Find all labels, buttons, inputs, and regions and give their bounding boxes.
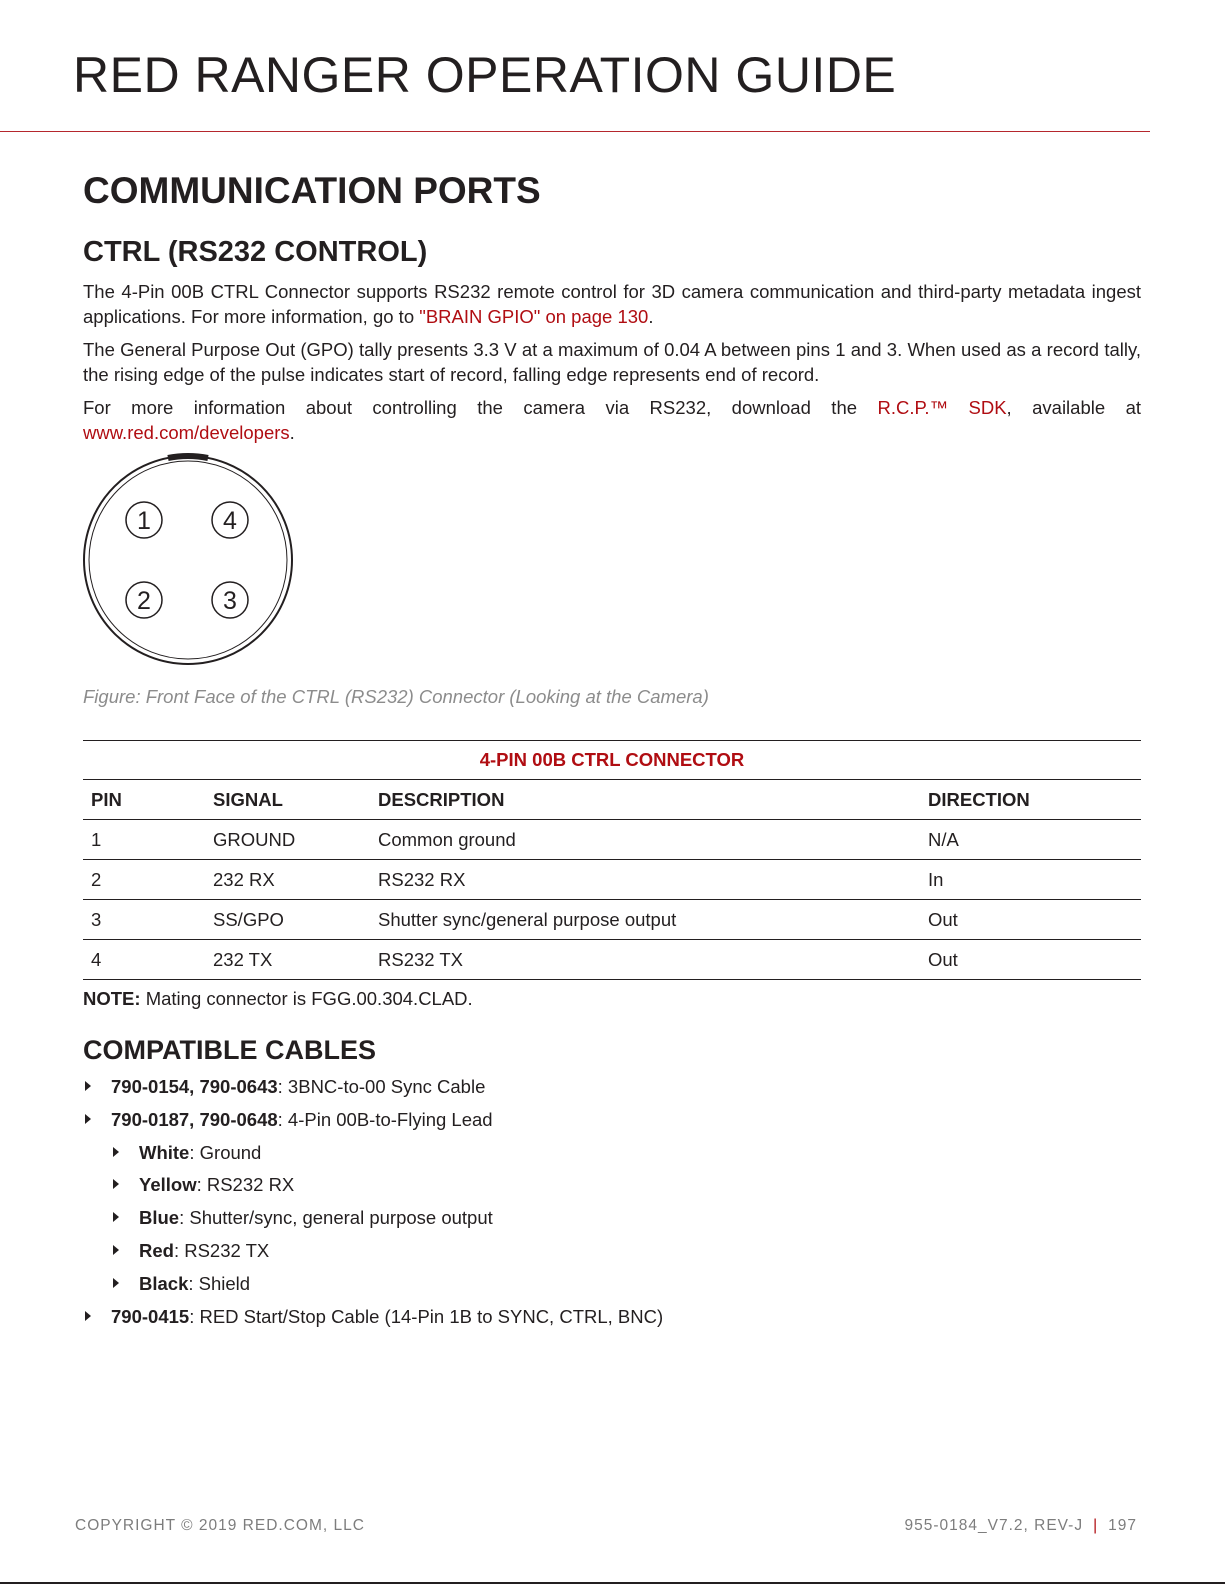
cell-signal: GROUND — [205, 820, 370, 860]
connector-key — [168, 456, 208, 458]
sdk-text: For more information about controlling the camera via RS232, download the — [83, 397, 878, 418]
pin-label-2: 2 — [137, 587, 151, 615]
cable-description: : 4-Pin 00B-to-Flying Lead — [277, 1108, 493, 1130]
cell-description: RS232 TX — [370, 940, 920, 980]
cable-part-number: 790-0415 — [111, 1305, 190, 1327]
intro-paragraph — [83, 279, 1141, 329]
guide-title: RED RANGER OPERATION GUIDE — [73, 47, 897, 103]
cell-description: RS232 RX — [370, 860, 920, 900]
bullet-arrow-icon — [85, 1081, 91, 1091]
header-signal: SIGNAL — [205, 780, 370, 820]
wire-color: Blue — [139, 1207, 180, 1229]
cell-signal: 232 TX — [205, 940, 370, 980]
page-number: 197 — [1108, 1517, 1137, 1534]
wire-function: : RS232 TX — [173, 1239, 270, 1261]
connector-inner-ring — [89, 461, 287, 659]
cables-title: COMPATIBLE CABLES — [83, 1035, 376, 1065]
table-row — [83, 940, 1141, 980]
pin-label-1: 1 — [137, 507, 151, 535]
bullet-arrow-icon — [85, 1311, 91, 1321]
header-description: DESCRIPTION — [370, 780, 920, 820]
note — [83, 988, 473, 1010]
cable-description: : 3BNC-to-00 Sync Cable — [277, 1076, 486, 1097]
sdk-paragraph — [83, 395, 1141, 445]
rcp-sdk-link[interactable]: R.C.P.™ SDK — [877, 397, 1007, 418]
pin-label-4: 4 — [223, 507, 237, 535]
figure-caption: Figure: Front Face of the CTRL (RS232) Connector (Looking at the Camera) — [83, 686, 709, 707]
wire-function: : Shutter/sync, general purpose output — [179, 1207, 493, 1229]
footer-doc-id: 955-0184_V7.2, REV-J — [904, 1517, 1084, 1534]
gpo-paragraph: The General Purpose Out (GPO) tally presents 3.3 V at a maximum of 0.04 A between pins 1 and 3. When used as a record tally, the rising edge of the pulse indicates start of record, falling edge represents end of record. — [83, 339, 1141, 385]
cell-pin: 3 — [83, 900, 205, 940]
bullet-arrow-icon — [113, 1147, 119, 1157]
footer-right — [905, 1517, 1137, 1535]
footer-copyright: COPYRIGHT © 2019 RED.COM, LLC — [75, 1517, 365, 1534]
cable-part-number: 790-0154, 790-0643 — [111, 1076, 278, 1097]
connector-outer-ring — [84, 456, 292, 664]
cell-signal: SS/GPO — [205, 900, 370, 940]
bullet-arrow-icon — [113, 1179, 119, 1189]
table-row — [83, 900, 1141, 940]
wire-color: White — [139, 1141, 190, 1163]
pin-label-3: 3 — [223, 587, 237, 615]
footer-separator: | — [1093, 1517, 1099, 1534]
cell-pin: 4 — [83, 940, 205, 980]
connector-diagram — [80, 452, 300, 672]
cell-description: Common ground — [370, 820, 920, 860]
cell-direction: Out — [920, 940, 1141, 980]
sdk-mid: , available at — [1006, 397, 1142, 418]
header-direction: DIRECTION — [920, 780, 1141, 820]
wire-color: Red — [139, 1239, 174, 1261]
header-pin: PIN — [83, 780, 205, 820]
cell-direction: In — [920, 860, 1141, 900]
pin-table — [83, 740, 1141, 980]
bullet-arrow-icon — [113, 1278, 119, 1288]
table-row — [83, 820, 1141, 860]
sdk-end: . — [289, 422, 295, 443]
wire-color: Black — [139, 1272, 189, 1294]
wire-function: : Ground — [189, 1141, 262, 1163]
cell-pin: 1 — [83, 820, 205, 860]
wire-function: : RS232 RX — [196, 1174, 295, 1196]
subsection-title: CTRL (RS232 CONTROL) — [83, 236, 428, 268]
intro-end: . — [648, 306, 654, 327]
note-label: NOTE: — [83, 988, 141, 1009]
cell-description: Shutter sync/general purpose output — [370, 900, 920, 940]
table-title-row — [83, 741, 1141, 780]
cable-description: : RED Start/Stop Cable (14-Pin 1B to SYNC, CTRL, BNC) — [189, 1305, 664, 1327]
developers-link[interactable]: www.red.com/developers — [83, 422, 290, 443]
bottom-rule — [0, 1582, 1225, 1584]
cell-direction: Out — [920, 900, 1141, 940]
table-title: 4-PIN 00B CTRL CONNECTOR — [83, 741, 1141, 780]
bullet-arrow-icon — [85, 1114, 91, 1124]
brain-gpio-link[interactable]: "BRAIN GPIO" on page 130 — [419, 306, 649, 327]
cell-pin: 2 — [83, 860, 205, 900]
intro-text: The 4-Pin 00B CTRL Connector supports RS232 remote control for 3D camera communication and third-party metadata ingest applications. For more information, go to — [83, 281, 1141, 327]
bullet-arrow-icon — [113, 1245, 119, 1255]
wire-function: : Shield — [188, 1272, 251, 1294]
section-title: COMMUNICATION PORTS — [83, 170, 541, 211]
wire-color: Yellow — [139, 1174, 197, 1196]
bullet-arrow-icon — [113, 1212, 119, 1222]
header-rule — [0, 131, 1150, 132]
cable-part-number: 790-0187, 790-0648 — [111, 1108, 278, 1130]
note-text: Mating connector is FGG.00.304.CLAD. — [140, 988, 473, 1009]
cell-signal: 232 RX — [205, 860, 370, 900]
cell-direction: N/A — [920, 820, 1141, 860]
table-header-row — [83, 780, 1141, 820]
table-row — [83, 860, 1141, 900]
